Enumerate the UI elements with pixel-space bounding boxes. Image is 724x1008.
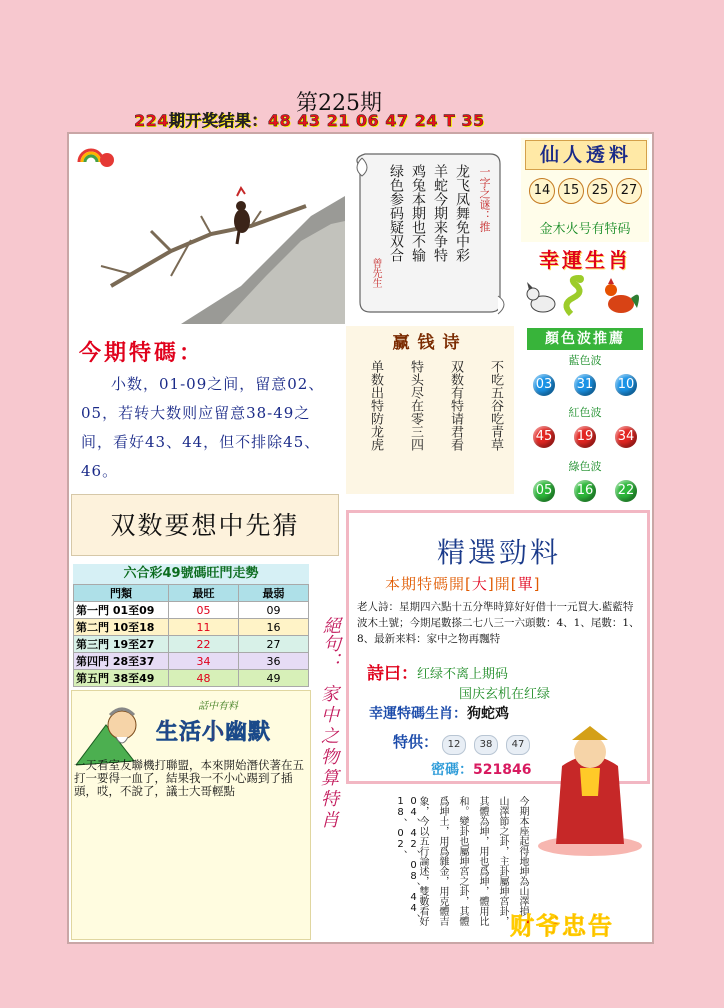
table-header: 門類 (74, 585, 169, 602)
gate-name: 第五門 (76, 672, 109, 685)
subtitle-odd: 單 (517, 575, 534, 593)
oldman-text: 老人詩：星期四六點十五分準時算好好借十一元買大.藍藍特波木土號；今期尾數搽二七八三一六頭數：4、1、尾數：1、8、最新来料：家中之物再飄特 (357, 601, 640, 645)
six-lottery-table-panel (71, 562, 311, 686)
blue-wave-label: 藍色波 (568, 354, 602, 367)
gate-range: 19至27 (112, 638, 155, 651)
period-title: 第225期 (296, 91, 382, 116)
win-poem-title: 赢钱诗 (392, 333, 468, 353)
gate-range: 28至37 (112, 655, 155, 668)
provide-number: 47 (506, 735, 530, 755)
six-lottery-title: 六合彩49號碼旺門走勢 (73, 564, 309, 584)
code-label: 密碼： (431, 762, 473, 778)
gate-cold: 27 (239, 636, 309, 653)
scroll-column-3: 鸡兔本期也不输 (410, 164, 426, 262)
xianren-number: 25 (587, 178, 613, 204)
snake-icon (566, 275, 584, 314)
red-ball: 19 (574, 426, 596, 448)
table-row (74, 636, 309, 653)
zodiac-value: 狗蛇鸡 (467, 706, 509, 722)
subtitle-big: 大 (471, 575, 488, 593)
vertical-slogan-bottom: 家中之物算特肖 (318, 684, 339, 831)
gate-range: 10至18 (112, 621, 155, 634)
advice-column-1: 今期本座起得地坤為山澤損 (517, 796, 528, 916)
scroll-column-4: 绿色参码疑双合 (388, 164, 404, 262)
advice-column-5: 爲坤土，用爲雜金，用克體吉 (437, 796, 448, 926)
gate-cold: 36 (239, 653, 309, 670)
blue-ball: 03 (533, 374, 555, 396)
gate-hot: 34 (169, 653, 239, 670)
code-value: 521846 (473, 762, 532, 778)
gate-hot: 22 (169, 636, 239, 653)
advice-column-6: 象，今以五行論述，雙數看好 (417, 796, 428, 926)
blue-ball: 10 (615, 374, 637, 396)
table-row (74, 619, 309, 636)
color-wave-title: 顏色波推薦 (527, 328, 643, 350)
win-poem-column-3: 特头尽在零三四 (408, 360, 423, 451)
code-line (431, 759, 531, 779)
zodiac-label: 幸運特碼生肖： (369, 706, 467, 722)
rooster-icon (605, 278, 639, 313)
xianren-number: 15 (558, 178, 584, 204)
table-row (74, 653, 309, 670)
xianren-number: 27 (616, 178, 642, 204)
gate-name: 第一門 (76, 604, 109, 617)
win-poem-column-2: 双数有特请君看 (448, 360, 463, 451)
green-ball: 16 (574, 480, 596, 502)
provide-label: 特供： (393, 733, 439, 751)
gate-hot: 11 (169, 619, 239, 636)
subtitle-mid: 開 (494, 575, 511, 593)
table-row (74, 670, 309, 687)
green-ball: 05 (533, 480, 555, 502)
xianren-caption: 金木火号有特码 (539, 222, 631, 237)
gate-name: 第四門 (76, 655, 109, 668)
color-wave-panel (521, 326, 649, 506)
poem-line-1: 红绿不离上期码 (417, 667, 509, 682)
special-code-panel (71, 328, 343, 488)
gate-hot: 48 (169, 670, 239, 687)
red-ball: 34 (615, 426, 637, 448)
green-wave-label: 綠色波 (568, 460, 602, 473)
rainbow-logo-icon (79, 150, 114, 167)
xianren-title: 仙人透料 (525, 140, 647, 170)
special-code-body: 小数，01-09之间，留意02、05，若转大数则应留意38-49之间，看好43、44，但不排除45、46。 (81, 375, 325, 480)
win-poem-column-1: 不吃五谷吃青草 (488, 360, 503, 451)
lucky-zodiac-panel (521, 242, 649, 324)
gate-hot: 05 (169, 602, 239, 619)
advice-column-7: 04、42、08、44、18、02、 (395, 796, 419, 924)
table-row (74, 602, 309, 619)
provide-number: 12 (442, 735, 466, 755)
vertical-slogan (313, 604, 343, 940)
vertical-slogan-top: 絕句： (320, 616, 341, 670)
gate-name: 第三門 (76, 638, 109, 651)
god-of-wealth-icon (532, 706, 648, 856)
scroll-column-2: 羊蛇今期来争特 (432, 164, 448, 262)
table-header: 最旺 (169, 585, 239, 602)
humor-tag: 話中有料 (198, 701, 238, 712)
humor-body: 一天看室友聯機打聯盟，本來開始潛伏著在五打一要得一血了，結果我一不小心踢到了插頭，哎，不說了，議士大哥輕點 (74, 758, 304, 798)
gate-range: 01至09 (112, 604, 155, 617)
gate-range: 38至49 (112, 672, 155, 685)
guess-banner: 双数要想中先猜 (71, 494, 339, 556)
gate-name: 第二門 (76, 621, 109, 634)
gate-cold: 09 (239, 602, 309, 619)
lucky-zodiac-line (369, 703, 509, 723)
red-wave-label: 紅色波 (568, 406, 602, 419)
advice-title: 财爷忠告 (510, 912, 614, 940)
advice-column-2: 山澤節之卦，主卦屬坤宮卦， (497, 796, 508, 926)
gate-cold: 16 (239, 619, 309, 636)
advice-column-3: 其體為坤，用也爲坤，體用比 (477, 796, 488, 926)
scroll-column-1: 龙飞凤舞免中彩 (454, 164, 470, 262)
gate-cold: 49 (239, 670, 309, 687)
advice-column-4: 和。變卦也屬坤宮之卦，其體 (457, 796, 468, 926)
scroll-signature: 曾先生 (370, 258, 381, 288)
lucky-zodiac-title: 幸運生肖 (539, 248, 631, 272)
provide-number: 38 (474, 735, 498, 755)
win-poem-column-4: 单数出特防龙虎 (368, 360, 383, 451)
humor-title: 生活小幽默 (156, 720, 272, 745)
featured-title: 精選勁料 (436, 536, 561, 569)
poem-label: 詩曰： (367, 664, 418, 684)
six-lottery-table (73, 584, 309, 687)
zodiac-animals (525, 274, 645, 320)
win-poem-panel (346, 326, 514, 494)
table-header: 最弱 (239, 585, 309, 602)
bird-illustration (71, 136, 345, 324)
red-ball: 45 (533, 426, 555, 448)
xianren-panel (521, 138, 649, 242)
provide-line (393, 731, 534, 755)
featured-subtitle: 本期特碼開[大]開[單] (385, 575, 541, 593)
last-result: 224期开奖结果：48 43 21 06 47 24 T 35 (134, 111, 485, 130)
blue-ball: 31 (574, 374, 596, 396)
bird-branch-drawing (71, 136, 345, 324)
scroll-poem (350, 146, 510, 318)
scroll-side-title: 一字之谜：推 (478, 166, 491, 232)
advice-panel (346, 786, 650, 942)
special-code-title: 今期特碼： (79, 341, 205, 366)
humor-panel (71, 690, 311, 940)
dog-icon (527, 282, 555, 312)
xianren-number: 14 (529, 178, 555, 204)
poem-line-2: 国庆玄机在红绿 (459, 687, 551, 702)
subtitle-pre: 本期特碼開 (385, 575, 466, 593)
green-ball: 22 (615, 480, 637, 502)
